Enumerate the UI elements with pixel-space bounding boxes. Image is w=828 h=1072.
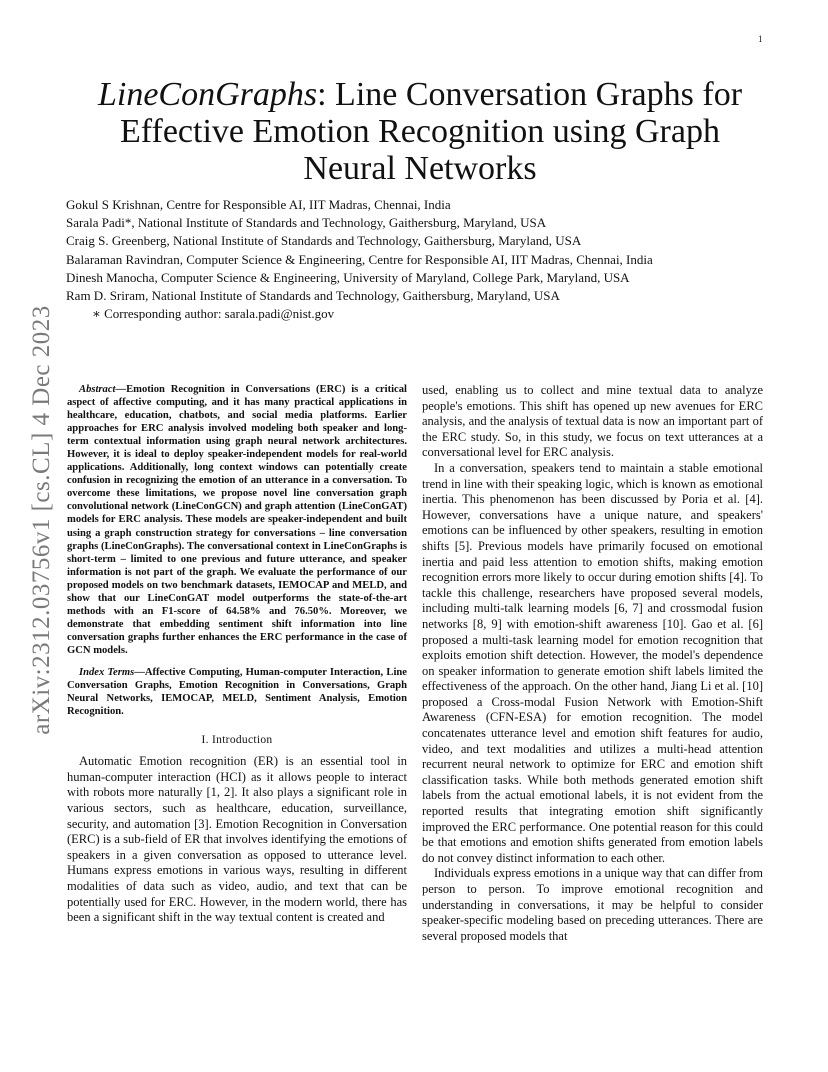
abstract-label: Abstract xyxy=(79,384,116,395)
page-number: 1 xyxy=(758,34,763,44)
body-paragraph: In a conversation, speakers tend to maintain a stable emotional trend in line with their speaking logic, which is known as emotional inertia. This phenomenon has been discussed by Poria et al. [4]. However, conversations have a unique nature, and speakers' emotions can be influenced by other speakers, resulting in emotion shifts [5]. Previous models have primarily focused on emotional inertia and paid less attention to emotion shifts, making emotion recognition errors more likely to occur during emotion shifts [4]. To tackle this challenge, researchers have proposed several models, including multi-talk learning models [6, 7] and crossmodal fusion networks [8, 9] with emotion-shift awareness [10]. Gao et al. [6] proposed a multi-task learning model for emotion recognition that exploits emotion shift detection. However, the model's dependence on speaker information to generate emotion shift labels limited the effectiveness of the approach. On the other hand, Jiang Li et al. [10] proposed a Cross-modal Fusion Network with Emotion-Shift Awareness (CFN-ESA) for emotion recognition. The model concatenates utterance level and emotion shift features for audio, video, and text modalities and utilizes a multi-head attention recurrent neural network to optimize for ERC and emotion shift classification tasks. While both methods generated emotion shift labels from the actual emotional labels, it is not evident from the reported results that integrating emotion shift significantly improved the ERC performance. One potential reason for this could be that emotions and emotion shifts generated from emotion labels do not convey distinct information to each other. xyxy=(422,460,763,865)
author-list xyxy=(66,196,786,323)
index-terms-text: —Affective Computing, Human-computer Interaction, Line Conversation Graphs, Emotion Recognition in Conversations, Graph Neural Networks, IEMOCAP, MELD, Sentiment Analysis, Emotion Recognition. xyxy=(67,666,407,718)
body-paragraph: Individuals express emotions in a unique way that can differ from person to person. To improve emotional recognition and understanding in conversations, it may be helpful to consider speaker-specific modeling based on preceding utterances. There are several proposed models that xyxy=(422,866,763,943)
index-terms xyxy=(67,666,407,718)
index-terms-label: Index Terms xyxy=(79,666,135,678)
arxiv-identifier: arXiv:2312.03756v1 [cs.CL] 4 Dec 2023 xyxy=(28,305,55,735)
body-paragraph: Automatic Emotion recognition (ER) is an essential tool in human-computer interaction (HCI) as it allows people to interact with robots more naturally [1, 2]. It also plays a significant role in various sectors, such as healthcare, education, surveillance, security, and automation [3]. Emotion Recognition in Conversation (ERC) is a sub-field of ER that involves identifying the emotions of speakers in a given conversation as opposed to utterance level. Humans express emotions in various ways, resulting in different modalities of data such as video, audio, and text that can be potentially used for ERC. However, in the modern world, there has been a significant shift in the way textual content is created and xyxy=(67,754,407,925)
abstract-text: —Emotion Recognition in Conversations (ERC) is a critical aspect of affective computing, and it has many practical applications in healthcare, education, chatbots, and social media platforms. Earlier approaches for ERC analysis involved modeling both speaker and long-term contextual information using graph neural network architectures. However, it is ideal to deploy speaker-independent models for real-world applications. Additionally, long context windows can potentially create confusion in recognizing the emotion of an utterance in a conversation. To overcome these limitations, we propose novel line conversation graph convolutional network (LineConGCN) and graph attention (LineConGAT) models for ERC analysis. These models are speaker-independent and built using a graph construction strategy for conversations – line conversation graphs (LineConGraphs). The conversational context in LineConGraphs is short-term – limited to one previous and future utterance, and speaker information is not part of the graph. We evaluate the performance of our proposed models on two benchmark datasets, IEMOCAP and MELD, and show that our LineConGAT model outperforms the state-of-the-art methods with an F1-score of 64.58% and 76.50%. Moreover, we demonstrate that embedding sentiment shift information into line conversation graphs further enhances the ERC performance in the case of GCN models. xyxy=(67,384,407,656)
corresponding-author: ∗ Corresponding author: sarala.padi@nist.gov xyxy=(92,306,335,322)
paper-title xyxy=(80,76,760,187)
author-line: Sarala Padi*, National Institute of Standards and Technology, Gaithersburg, Maryland, USA xyxy=(66,215,547,231)
title-italic: LineConGraphs xyxy=(97,76,318,113)
title-rest: : Line Conversation Graphs for Effective Emotion Recognition using Graph Neural Networks xyxy=(120,76,743,187)
author-line: Dinesh Manocha, Computer Science & Engineering, University of Maryland, College Park, Maryland, USA xyxy=(66,269,630,285)
left-column xyxy=(67,383,407,926)
author-line: Gokul S Krishnan, Centre for Responsible AI, IIT Madras, Chennai, India xyxy=(66,197,451,212)
section-heading: I. Introduction xyxy=(201,734,273,747)
author-line: Balaraman Ravindran, Computer Science & Engineering, Centre for Responsible AI, IIT Madras, Chennai, India xyxy=(66,251,653,267)
body-paragraph: used, enabling us to collect and mine textual data to analyze people's emotions. This shift has opened up new avenues for ERC analysis, and the analysis of textual data is now an important part of the ERC study. So, in this study, we focus on text utterances at a conversational level for ERC analysis. xyxy=(422,383,763,460)
author-line: Ram D. Sriram, National Institute of Standards and Technology, Gaithersburg, Maryland, USA xyxy=(66,288,560,304)
right-column xyxy=(422,383,763,944)
abstract xyxy=(67,383,407,657)
author-line: Craig S. Greenberg, National Institute of Standards and Technology, Gaithersburg, Maryland, USA xyxy=(66,233,582,249)
